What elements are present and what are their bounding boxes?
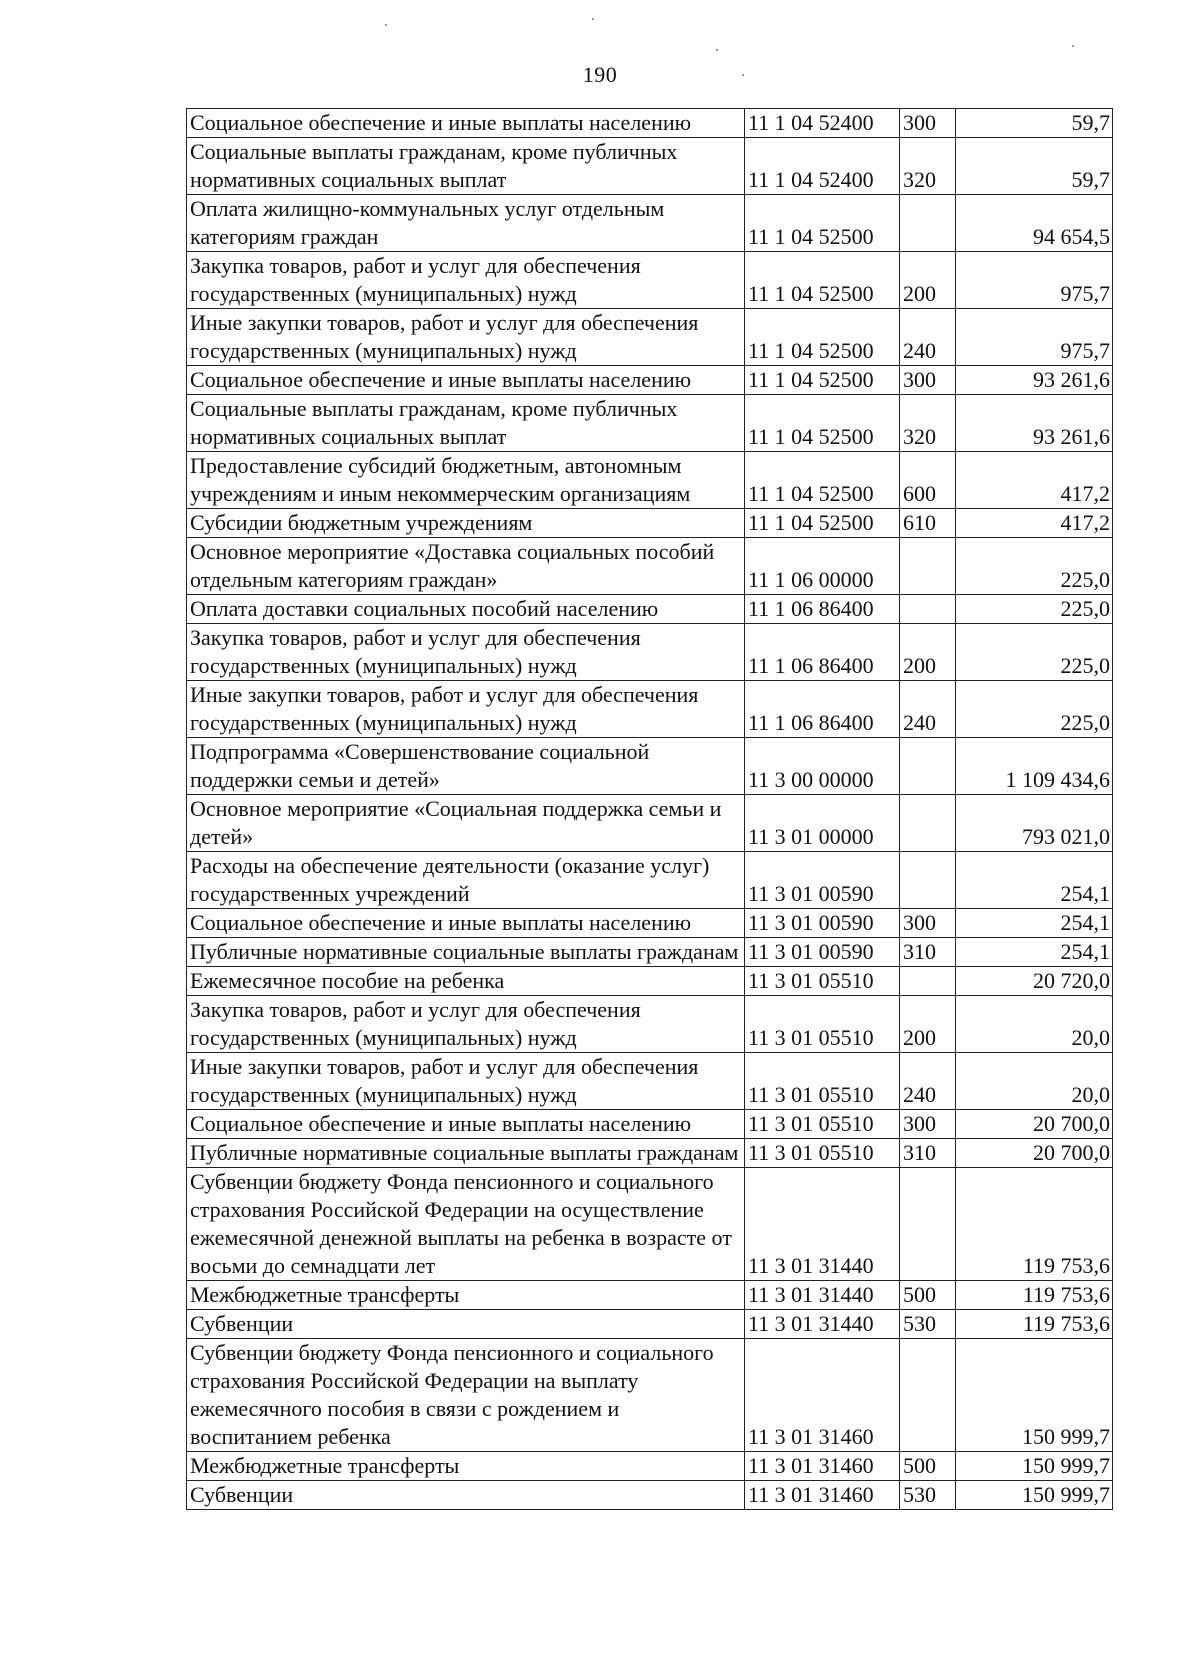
row-sum-cell: 793 021,0 <box>956 795 1113 852</box>
row-sum-cell: 150 999,7 <box>956 1481 1113 1510</box>
table-row <box>187 996 1113 1053</box>
row-code-cell: 11 1 06 00000 <box>745 538 900 595</box>
row-code-cell: 11 1 04 52500 <box>745 395 900 452</box>
row-sum-cell: 225,0 <box>956 624 1113 681</box>
table-row <box>187 738 1113 795</box>
row-sum-cell: 59,7 <box>956 138 1113 195</box>
row-type-cell: 240 <box>900 309 956 366</box>
table-row <box>187 852 1113 909</box>
row-code-cell: 11 1 06 86400 <box>745 681 900 738</box>
row-code-cell: 11 1 06 86400 <box>745 595 900 624</box>
row-sum-cell: 225,0 <box>956 538 1113 595</box>
row-type-cell: 300 <box>900 366 956 395</box>
table-row <box>187 1339 1113 1452</box>
row-type-cell: 200 <box>900 624 956 681</box>
row-type-cell: 530 <box>900 1481 956 1510</box>
budget-table <box>186 108 1113 1510</box>
row-name-cell: Социальное обеспечение и иные выплаты населению <box>187 909 745 938</box>
table-row <box>187 1310 1113 1339</box>
row-type-cell: 320 <box>900 138 956 195</box>
row-name-cell: Межбюджетные трансферты <box>187 1281 745 1310</box>
row-type-cell <box>900 967 956 996</box>
row-name-cell: Публичные нормативные социальные выплаты гражданам <box>187 1139 745 1168</box>
row-name-cell: Закупка товаров, работ и услуг для обеспечения государственных (муниципальных) нужд <box>187 996 745 1053</box>
table-row <box>187 1110 1113 1139</box>
row-type-cell: 310 <box>900 938 956 967</box>
row-type-cell: 200 <box>900 252 956 309</box>
row-sum-cell: 417,2 <box>956 452 1113 509</box>
row-sum-cell: 1 109 434,6 <box>956 738 1113 795</box>
row-sum-cell: 254,1 <box>956 852 1113 909</box>
row-sum-cell: 254,1 <box>956 938 1113 967</box>
row-name-cell: Субвенции бюджету Фонда пенсионного и социального страхования Российской Федерации на осуществление ежемесячной денежной выплаты на ребенка в возрасте от восьми до семнадцати лет <box>187 1168 745 1281</box>
scan-speck <box>385 24 387 26</box>
row-name-cell: Иные закупки товаров, работ и услуг для обеспечения государственных (муниципальных) нужд <box>187 681 745 738</box>
row-type-cell: 600 <box>900 452 956 509</box>
row-name-cell: Субвенции <box>187 1481 745 1510</box>
row-code-cell: 11 1 04 52500 <box>745 309 900 366</box>
row-type-cell: 320 <box>900 395 956 452</box>
scan-speck <box>716 49 718 51</box>
table-row <box>187 452 1113 509</box>
row-type-cell: 240 <box>900 1053 956 1110</box>
row-name-cell: Социальное обеспечение и иные выплаты населению <box>187 1110 745 1139</box>
table-row <box>187 1168 1113 1281</box>
row-type-cell <box>900 195 956 252</box>
table-row <box>187 538 1113 595</box>
row-sum-cell: 59,7 <box>956 109 1113 138</box>
row-code-cell: 11 3 01 31460 <box>745 1452 900 1481</box>
row-sum-cell: 119 753,6 <box>956 1168 1113 1281</box>
row-sum-cell: 225,0 <box>956 595 1113 624</box>
row-code-cell: 11 3 01 05510 <box>745 1110 900 1139</box>
row-code-cell: 11 3 01 31460 <box>745 1481 900 1510</box>
scan-speck <box>592 18 594 20</box>
row-name-cell: Социальные выплаты гражданам, кроме публичных нормативных социальных выплат <box>187 138 745 195</box>
row-type-cell: 200 <box>900 996 956 1053</box>
row-code-cell: 11 1 04 52500 <box>745 509 900 538</box>
row-sum-cell: 20 700,0 <box>956 1139 1113 1168</box>
row-code-cell: 11 1 04 52500 <box>745 195 900 252</box>
row-code-cell: 11 3 01 00000 <box>745 795 900 852</box>
table-row <box>187 1481 1113 1510</box>
row-code-cell: 11 1 04 52400 <box>745 138 900 195</box>
row-type-cell: 530 <box>900 1310 956 1339</box>
row-sum-cell: 119 753,6 <box>956 1310 1113 1339</box>
row-code-cell: 11 3 01 00590 <box>745 938 900 967</box>
row-sum-cell: 119 753,6 <box>956 1281 1113 1310</box>
row-type-cell: 300 <box>900 1110 956 1139</box>
table-row <box>187 681 1113 738</box>
row-name-cell: Иные закупки товаров, работ и услуг для обеспечения государственных (муниципальных) нужд <box>187 309 745 366</box>
scan-speck <box>1110 995 1112 997</box>
row-code-cell: 11 3 01 00590 <box>745 909 900 938</box>
row-name-cell: Иные закупки товаров, работ и услуг для обеспечения государственных (муниципальных) нужд <box>187 1053 745 1110</box>
row-sum-cell: 975,7 <box>956 252 1113 309</box>
row-name-cell: Публичные нормативные социальные выплаты гражданам <box>187 938 745 967</box>
row-name-cell: Межбюджетные трансферты <box>187 1452 745 1481</box>
row-sum-cell: 254,1 <box>956 909 1113 938</box>
row-sum-cell: 150 999,7 <box>956 1339 1113 1452</box>
row-code-cell: 11 1 04 52500 <box>745 452 900 509</box>
row-type-cell <box>900 1168 956 1281</box>
table-row <box>187 967 1113 996</box>
row-name-cell: Ежемесячное пособие на ребенка <box>187 967 745 996</box>
row-name-cell: Оплата жилищно-коммунальных услуг отдельным категориям граждан <box>187 195 745 252</box>
row-sum-cell: 93 261,6 <box>956 366 1113 395</box>
row-sum-cell: 975,7 <box>956 309 1113 366</box>
table-row <box>187 1139 1113 1168</box>
budget-table-body <box>187 109 1113 1510</box>
row-sum-cell: 20 720,0 <box>956 967 1113 996</box>
row-sum-cell: 225,0 <box>956 681 1113 738</box>
row-name-cell: Закупка товаров, работ и услуг для обеспечения государственных (муниципальных) нужд <box>187 252 745 309</box>
scan-speck <box>1072 45 1074 47</box>
row-name-cell: Расходы на обеспечение деятельности (оказание услуг) государственных учреждений <box>187 852 745 909</box>
row-type-cell <box>900 852 956 909</box>
table-row <box>187 252 1113 309</box>
row-sum-cell: 20,0 <box>956 996 1113 1053</box>
row-name-cell: Субвенции <box>187 1310 745 1339</box>
row-type-cell: 500 <box>900 1452 956 1481</box>
row-name-cell: Оплата доставки социальных пособий населению <box>187 595 745 624</box>
row-name-cell: Предоставление субсидий бюджетным, автономным учреждениям и иным некоммерческим организациям <box>187 452 745 509</box>
row-name-cell: Субсидии бюджетным учреждениям <box>187 509 745 538</box>
table-row <box>187 195 1113 252</box>
page-number: 190 <box>582 62 618 87</box>
row-type-cell: 240 <box>900 681 956 738</box>
row-name-cell: Субвенции бюджету Фонда пенсионного и социального страхования Российской Федерации на выплату ежемесячного пособия в связи с рождением и воспитанием ребенка <box>187 1339 745 1452</box>
table-row <box>187 595 1113 624</box>
row-name-cell: Основное мероприятие «Доставка социальных пособий отдельным категориям граждан» <box>187 538 745 595</box>
table-row <box>187 1452 1113 1481</box>
row-type-cell <box>900 1339 956 1452</box>
row-sum-cell: 20,0 <box>956 1053 1113 1110</box>
row-name-cell: Социальные выплаты гражданам, кроме публичных нормативных социальных выплат <box>187 395 745 452</box>
row-code-cell: 11 1 04 52500 <box>745 252 900 309</box>
scan-speck <box>742 74 744 76</box>
row-code-cell: 11 1 04 52500 <box>745 366 900 395</box>
row-type-cell: 300 <box>900 909 956 938</box>
row-code-cell: 11 3 00 00000 <box>745 738 900 795</box>
table-row <box>187 309 1113 366</box>
row-name-cell: Закупка товаров, работ и услуг для обеспечения государственных (муниципальных) нужд <box>187 624 745 681</box>
row-code-cell: 11 1 06 86400 <box>745 624 900 681</box>
table-row <box>187 366 1113 395</box>
row-code-cell: 11 3 01 05510 <box>745 1139 900 1168</box>
table-row <box>187 1053 1113 1110</box>
table-row <box>187 795 1113 852</box>
row-code-cell: 11 1 04 52400 <box>745 109 900 138</box>
row-type-cell: 310 <box>900 1139 956 1168</box>
row-name-cell: Основное мероприятие «Социальная поддержка семьи и детей» <box>187 795 745 852</box>
row-code-cell: 11 3 01 31440 <box>745 1281 900 1310</box>
row-type-cell: 300 <box>900 109 956 138</box>
row-code-cell: 11 3 01 00590 <box>745 852 900 909</box>
row-sum-cell: 20 700,0 <box>956 1110 1113 1139</box>
table-row <box>187 624 1113 681</box>
table-row <box>187 938 1113 967</box>
row-code-cell: 11 3 01 31440 <box>745 1168 900 1281</box>
row-code-cell: 11 3 01 05510 <box>745 967 900 996</box>
row-type-cell <box>900 595 956 624</box>
row-sum-cell: 417,2 <box>956 509 1113 538</box>
row-code-cell: 11 3 01 31460 <box>745 1339 900 1452</box>
row-name-cell: Социальное обеспечение и иные выплаты населению <box>187 366 745 395</box>
row-code-cell: 11 3 01 05510 <box>745 996 900 1053</box>
row-sum-cell: 93 261,6 <box>956 395 1113 452</box>
table-row <box>187 109 1113 138</box>
row-sum-cell: 94 654,5 <box>956 195 1113 252</box>
row-type-cell: 500 <box>900 1281 956 1310</box>
table-row <box>187 509 1113 538</box>
row-type-cell <box>900 795 956 852</box>
table-row <box>187 1281 1113 1310</box>
row-type-cell: 610 <box>900 509 956 538</box>
table-row <box>187 395 1113 452</box>
table-row <box>187 138 1113 195</box>
row-type-cell <box>900 738 956 795</box>
row-name-cell: Социальное обеспечение и иные выплаты населению <box>187 109 745 138</box>
row-code-cell: 11 3 01 31440 <box>745 1310 900 1339</box>
row-code-cell: 11 3 01 05510 <box>745 1053 900 1110</box>
row-name-cell: Подпрограмма «Совершенствование социальной поддержки семьи и детей» <box>187 738 745 795</box>
table-row <box>187 909 1113 938</box>
row-sum-cell: 150 999,7 <box>956 1452 1113 1481</box>
row-type-cell <box>900 538 956 595</box>
